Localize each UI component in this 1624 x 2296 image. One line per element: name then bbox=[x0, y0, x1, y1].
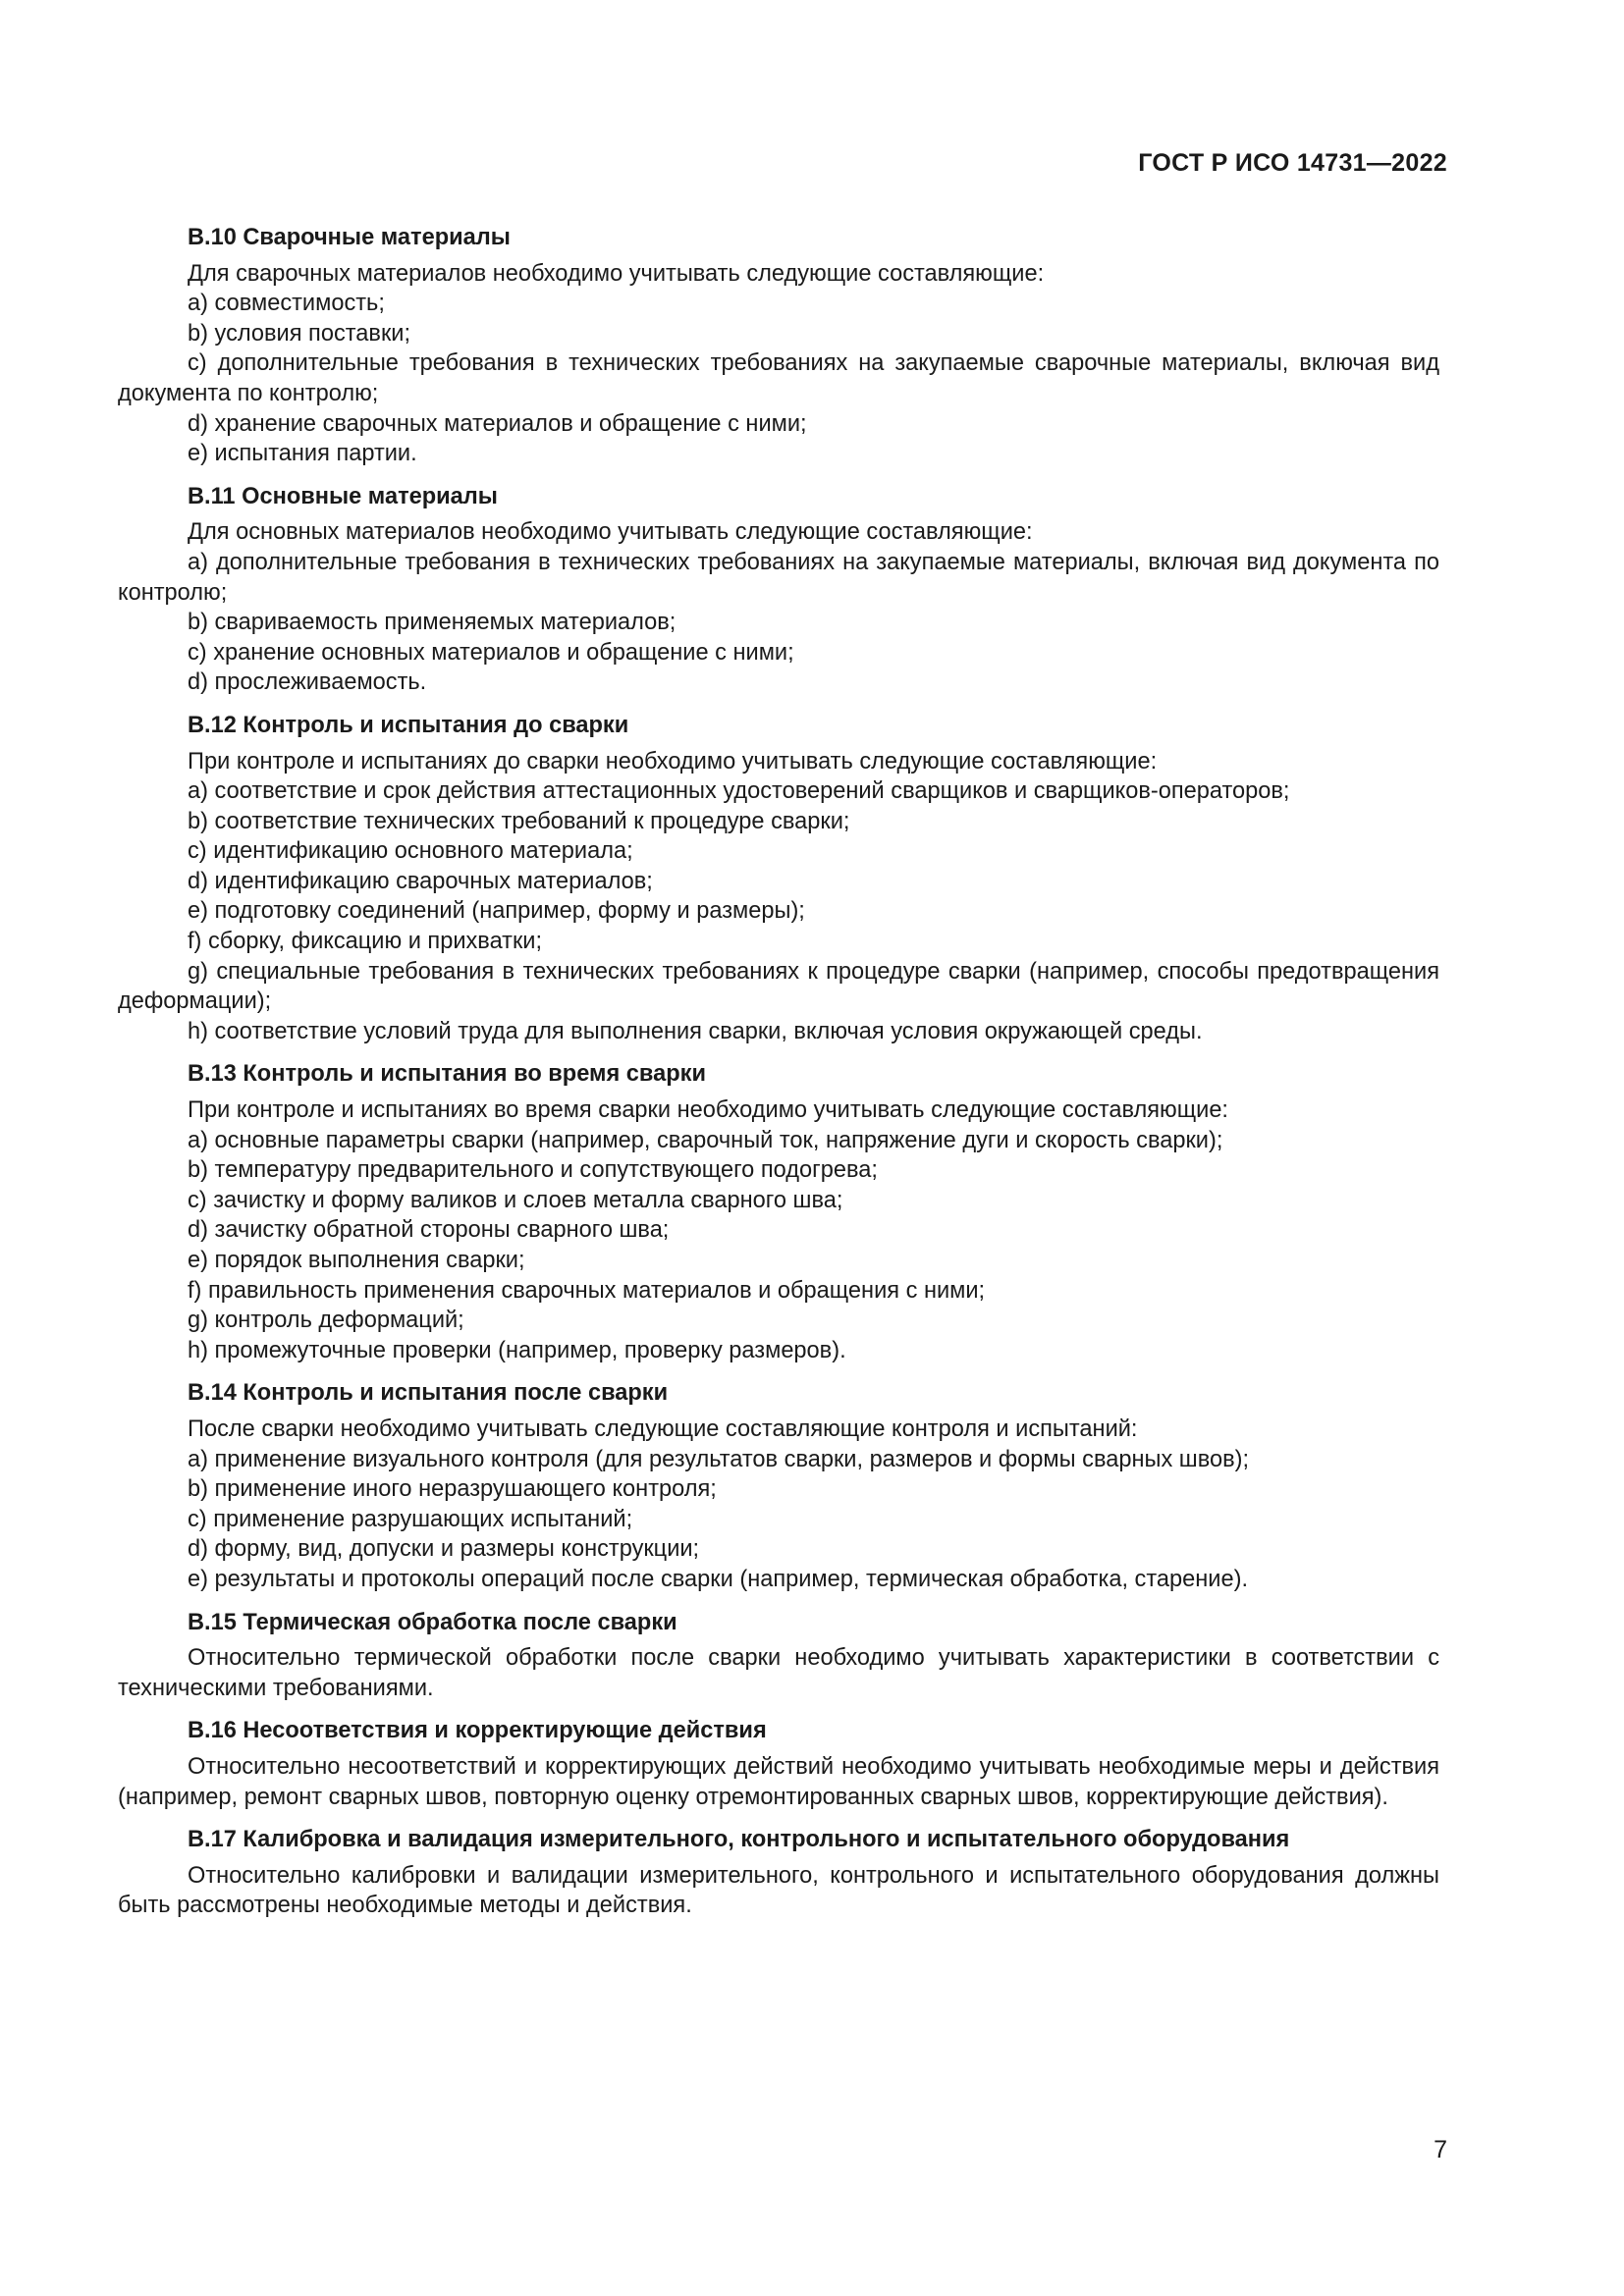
document-body bbox=[118, 223, 1439, 1934]
list-item: c) идентификацию основного материала; bbox=[188, 838, 633, 865]
list-item: e) порядок выполнения сварки; bbox=[188, 1248, 525, 1273]
section-intro: При контроле и испытаниях до сварки необходимо учитывать следующие составляющие: bbox=[188, 748, 1158, 774]
section-b11 bbox=[118, 482, 1439, 698]
list-item: d) прослеживаемость. bbox=[188, 669, 427, 696]
section-heading: B.11 Основные материалы bbox=[188, 483, 498, 509]
list-item: g) контроль деформаций; bbox=[188, 1308, 464, 1334]
list-item: b) свариваемость применяемых материалов; bbox=[188, 610, 677, 636]
section-heading: B.16 Несоответствия и корректирующие действия bbox=[188, 1718, 767, 1744]
section-heading: B.10 Сварочные материалы bbox=[188, 225, 511, 250]
section-paragraph: Относительно термической обработки после сварки необходимо учитывать характеристики в соответствии с техническими требованиями. bbox=[118, 1645, 1439, 1701]
list-item: e) результаты и протоколы операций после сварки (например, термическая обработка, старение). bbox=[188, 1566, 1249, 1592]
list-item: h) промежуточные проверки (например, проверку размеров). bbox=[188, 1337, 846, 1363]
section-paragraph: Относительно калибровки и валидации измерительного, контрольного и испытательного оборудования должны быть рассмотрены необходимые методы и действия. bbox=[118, 1862, 1439, 1919]
section-b14 bbox=[118, 1378, 1439, 1594]
list-item: d) идентификацию сварочных материалов; bbox=[188, 868, 653, 894]
list-item: b) соответствие технических требований к процедуре сварки; bbox=[188, 808, 850, 834]
list-item: d) зачистку обратной стороны сварного шва; bbox=[188, 1217, 670, 1244]
document-standard-header: ГОСТ Р ИСО 14731—2022 bbox=[1138, 149, 1447, 177]
list-item: c) применение разрушающих испытаний; bbox=[188, 1506, 633, 1532]
section-b15 bbox=[118, 1608, 1439, 1704]
list-item: d) форму, вид, допуски и размеры конструкции; bbox=[188, 1536, 700, 1563]
section-heading: B.13 Контроль и испытания во время сварки bbox=[188, 1061, 706, 1088]
section-b13 bbox=[118, 1059, 1439, 1365]
section-b16 bbox=[118, 1716, 1439, 1812]
list-item: e) испытания партии. bbox=[188, 441, 417, 467]
list-item: f) правильность применения сварочных материалов и обращения с ними; bbox=[188, 1277, 986, 1304]
section-intro: При контроле и испытаниях во время сварки необходимо учитывать следующие составляющие: bbox=[188, 1097, 1228, 1124]
list-item: g) специальные требования в технических требованиях к процедуре сварки (например, способы предотвращения деформации); bbox=[118, 958, 1439, 1015]
section-heading: B.17 Калибровка и валидация измерительного, контрольного и испытательного оборудования bbox=[188, 1827, 1290, 1853]
section-heading: B.12 Контроль и испытания до сварки bbox=[188, 712, 629, 738]
list-item: a) основные параметры сварки (например, сварочный ток, напряжение дуги и скорость сварки); bbox=[188, 1127, 1223, 1153]
section-intro: Для сварочных материалов необходимо учитывать следующие составляющие: bbox=[188, 260, 1045, 287]
section-intro: Для основных материалов необходимо учитывать следующие составляющие: bbox=[188, 519, 1033, 546]
section-paragraph: Относительно несоответствий и корректирующих действий необходимо учитывать необходимые меры и действия (например, ремонт сварных швов, повторную оценку отремонтированных сварных швов, корректирующие действия). bbox=[118, 1753, 1439, 1810]
list-item: d) хранение сварочных материалов и обращение с ними; bbox=[188, 410, 807, 437]
page-number: 7 bbox=[1434, 2136, 1447, 2163]
section-heading: B.14 Контроль и испытания после сварки bbox=[188, 1380, 669, 1407]
list-item: h) соответствие условий труда для выполнения сварки, включая условия окружающей среды. bbox=[188, 1018, 1203, 1044]
section-heading: B.15 Термическая обработка после сварки bbox=[188, 1609, 677, 1635]
list-item: e) подготовку соединений (например, форму и размеры); bbox=[188, 898, 805, 925]
list-item: c) зачистку и форму валиков и слоев металла сварного шва; bbox=[188, 1187, 843, 1213]
list-item: a) совместимость; bbox=[188, 291, 385, 317]
section-b12 bbox=[118, 711, 1439, 1047]
section-intro: После сварки необходимо учитывать следующие составляющие контроля и испытаний: bbox=[188, 1415, 1138, 1442]
list-item: c) хранение основных материалов и обращение с ними; bbox=[188, 639, 794, 666]
list-item: a) дополнительные требования в технических требованиях на закупаемые материалы, включая вид документа по контролю; bbox=[118, 549, 1439, 606]
list-item: a) применение визуального контроля (для результатов сварки, размеров и формы сварных швов); bbox=[188, 1446, 1250, 1472]
list-item: b) применение иного неразрушающего контроля; bbox=[188, 1476, 717, 1503]
list-item: f) сборку, фиксацию и прихватки; bbox=[188, 929, 543, 955]
list-item: b) температуру предварительного и сопутствующего подогрева; bbox=[188, 1157, 878, 1184]
section-b17 bbox=[118, 1825, 1439, 1921]
list-item: a) соответствие и срок действия аттестационных удостоверений сварщиков и сварщиков-операторов; bbox=[188, 778, 1290, 805]
list-item: b) условия поставки; bbox=[188, 320, 411, 347]
list-item: c) дополнительные требования в технических требованиях на закупаемые сварочные материалы, включая вид документа по контролю; bbox=[118, 350, 1439, 406]
section-b10 bbox=[118, 223, 1439, 469]
